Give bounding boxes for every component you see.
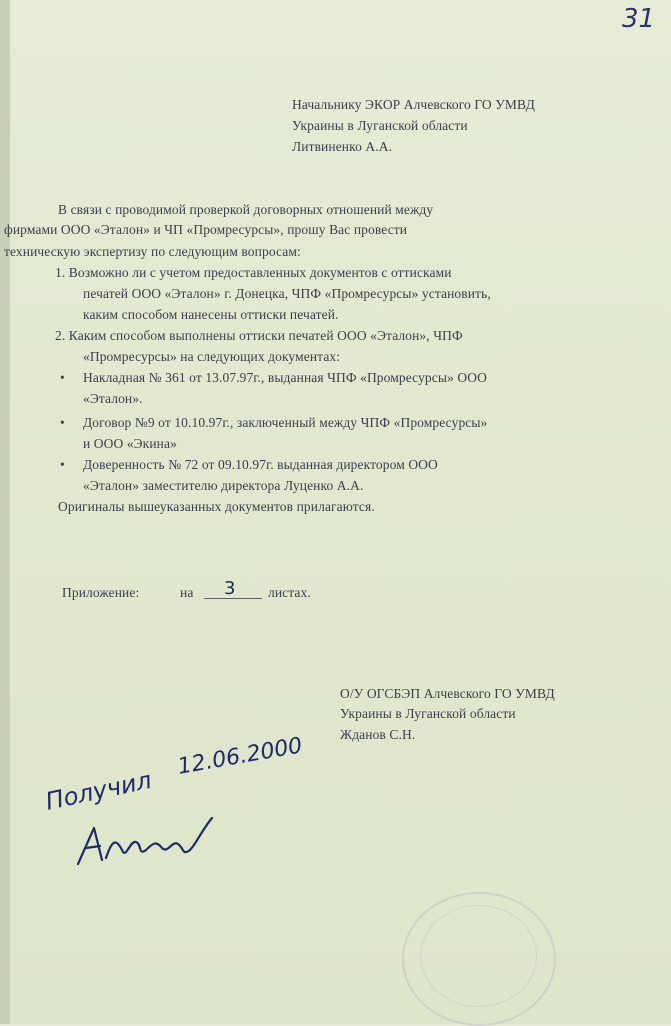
signer-line-2: Украины в Луганской области [340, 706, 516, 721]
signer-line-1: О/У ОГСБЭП Алчевского ГО УМВД [340, 686, 555, 701]
question-1-line-1: 1. Возможно ли с учетом предоставленных документов с оттисками [55, 265, 452, 280]
bullet-1-line-1: Накладная № 361 от 13.07.97г., выданная ЧПФ «Промресурсы» ООО [83, 370, 487, 385]
intro-line-3: техническую экспертизу по следующим вопросам: [4, 244, 301, 259]
bullet-icon: • [60, 457, 65, 472]
closing-line: Оригиналы вышеуказанных документов прилагаются. [58, 499, 375, 514]
attachment-label: Приложение: [62, 585, 140, 600]
paper-edge [0, 0, 10, 1024]
attachment-count: 3 [224, 578, 236, 599]
page-number: 31 [622, 4, 656, 34]
bullet-icon: • [60, 370, 65, 385]
bullet-2-line-2: и ООО «Экина» [83, 436, 177, 451]
bullet-icon: • [60, 415, 65, 430]
faint-stamp-inner [420, 905, 537, 1007]
question-2-line-1: 2. Каким способом выполнены оттиски печатей ООО «Эталон», ЧПФ [55, 328, 463, 343]
intro-line-2: фирмами ООО «Эталон» и ЧП «Промресурсы», прошу Вас провести [4, 222, 408, 237]
bullet-1-line-2: «Эталон». [83, 391, 143, 406]
bullet-3-line-2: «Эталон» заместителю директора Луценко А.А. [83, 478, 364, 493]
addressee-line-2: Украины в Луганской области [292, 118, 468, 133]
attachment-unit: листах. [268, 585, 311, 600]
handwritten-signature [72, 810, 222, 870]
bullet-3-line-1: Доверенность № 72 от 09.10.97г. выданная директором ООО [83, 457, 438, 472]
receipt-word: Получил [43, 765, 154, 816]
receipt-date: 12.06.2000 [175, 733, 305, 780]
question-2-line-2: «Промресурсы» на следующих документах: [83, 349, 341, 364]
addressee-line-3: Литвиненко А.А. [292, 139, 393, 154]
question-1-line-2: печатей ООО «Эталон» г. Донецка, ЧПФ «Промресурсы» установить, [83, 286, 491, 301]
question-1-line-3: каким способом нанесены оттиски печатей. [83, 307, 339, 322]
attachment-on: на [180, 585, 194, 600]
signer-line-3: Жданов С.Н. [340, 727, 416, 742]
bullet-2-line-1: Договор №9 от 10.10.97г., заключенный между ЧПФ «Промресурсы» [83, 415, 488, 430]
intro-line-1: В связи с проводимой проверкой договорных отношений между [58, 202, 434, 217]
addressee-line-1: Начальнику ЭКОР Алчевского ГО УМВД [292, 97, 535, 112]
